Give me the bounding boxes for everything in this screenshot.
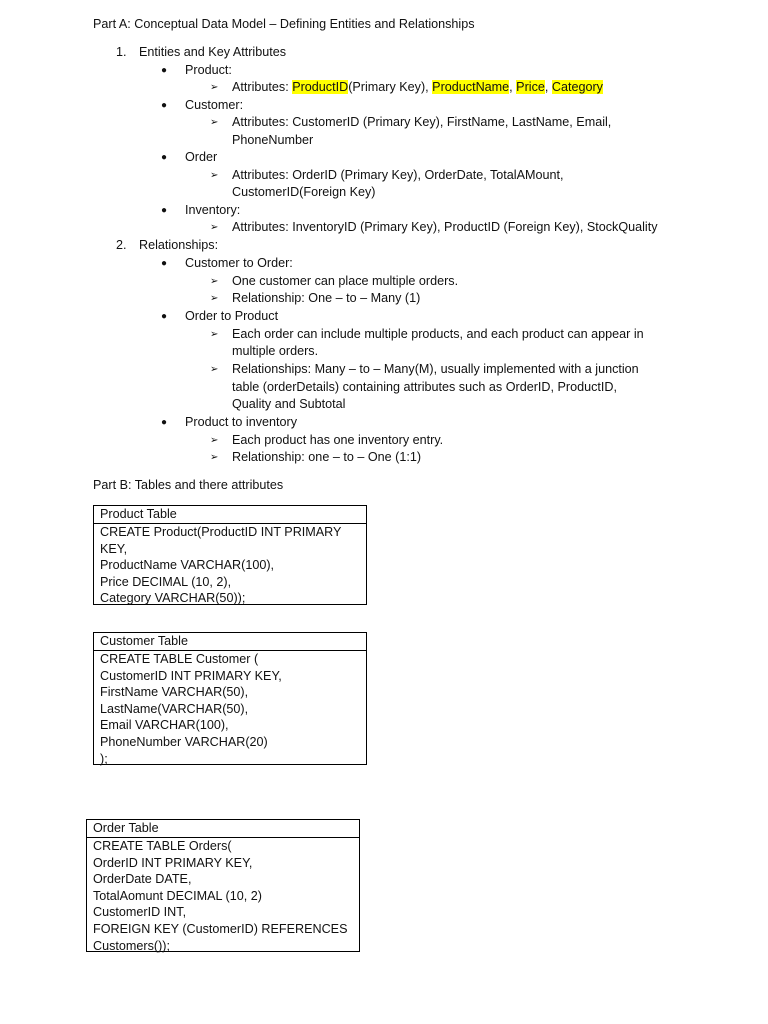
part-b-title: Part B: Tables and there attributes: [93, 478, 284, 492]
entity-customer-label: Customer:: [185, 98, 244, 112]
customer-order-line1: One customer can place multiple orders.: [232, 274, 459, 288]
order-product-p1-line1: Each order can include multiple products, and each product can appear in: [232, 327, 644, 341]
bullet-icon: ●: [161, 417, 168, 428]
arrow-bullet-icon: ➢: [210, 293, 219, 304]
productid-note: (Primary Key),: [348, 80, 433, 94]
bullet-icon: ●: [161, 152, 168, 163]
order-table-box: [86, 819, 360, 952]
order-product-p1-line2: multiple orders.: [232, 344, 319, 358]
highlight-productname: ProductName: [432, 80, 510, 94]
attributes-prefix: Attributes:: [232, 80, 293, 94]
product-table-box: [93, 505, 367, 605]
arrow-bullet-icon: ➢: [210, 82, 219, 93]
customer-attributes-line1: Attributes: CustomerID (Primary Key), FirstName, LastName, Email,: [232, 115, 612, 129]
relationship-customer-order-label: Customer to Order:: [185, 256, 293, 270]
arrow-bullet-icon: ➢: [210, 117, 219, 128]
bullet-icon: ●: [161, 65, 168, 76]
inventory-attributes: Attributes: InventoryID (Primary Key), ProductID (Foreign Key), StockQuality: [232, 220, 658, 234]
part-a-title: Part A: Conceptual Data Model – Defining Entities and Relationships: [93, 17, 475, 31]
section-1-number: 1.: [116, 45, 127, 59]
relationship-order-product-label: Order to Product: [185, 309, 279, 323]
order-attributes-line2: CustomerID(Foreign Key): [232, 185, 376, 199]
separator: ,: [544, 80, 552, 94]
product-inventory-line2: Relationship: one – to – One (1:1): [232, 450, 422, 464]
product-attributes: [232, 79, 603, 97]
arrow-bullet-icon: ➢: [210, 329, 219, 340]
order-attributes-line1: Attributes: OrderID (Primary Key), OrderDate, TotalAMount,: [232, 168, 564, 182]
arrow-bullet-icon: ➢: [210, 435, 219, 446]
section-2-title: Relationships:: [139, 238, 219, 252]
arrow-bullet-icon: ➢: [210, 452, 219, 463]
order-product-p2-line3: Quality and Subtotal: [232, 397, 346, 411]
customer-table-header: Customer Table: [94, 633, 366, 651]
highlight-category: Category: [551, 80, 603, 94]
arrow-bullet-icon: ➢: [210, 276, 219, 287]
order-table-header: Order Table: [87, 820, 359, 838]
arrow-bullet-icon: ➢: [210, 170, 219, 181]
arrow-bullet-icon: ➢: [210, 222, 219, 233]
separator: ,: [509, 80, 517, 94]
product-table-header: Product Table: [94, 506, 366, 524]
entity-product-label: Product:: [185, 63, 232, 77]
product-inventory-line1: Each product has one inventory entry.: [232, 433, 444, 447]
order-product-p2-line1: Relationships: Many – to – Many(M), usually implemented with a junction: [232, 362, 639, 376]
customer-attributes-line2: PhoneNumber: [232, 133, 314, 147]
section-2-number: 2.: [116, 238, 127, 252]
relationship-product-inventory-label: Product to inventory: [185, 415, 298, 429]
order-product-p2-line2: table (orderDetails) containing attributes such as OrderID, ProductID,: [232, 380, 617, 394]
customer-table-box: [93, 632, 367, 765]
section-1-title: Entities and Key Attributes: [139, 45, 287, 59]
bullet-icon: ●: [161, 311, 168, 322]
bullet-icon: ●: [161, 100, 168, 111]
arrow-bullet-icon: ➢: [210, 364, 219, 375]
order-table-sql: CREATE TABLE Orders( OrderID INT PRIMARY KEY, OrderDate DATE, TotalAomunt DECIMAL (10, 2) CustomerID INT, FOREIGN KEY (CustomerID) REFERENCES Customers());: [93, 839, 348, 953]
bullet-icon: ●: [161, 205, 168, 216]
bullet-icon: ●: [161, 258, 168, 269]
entity-order-label: Order: [185, 150, 218, 164]
customer-table-sql: CREATE TABLE Customer ( CustomerID INT PRIMARY KEY, FirstName VARCHAR(50), LastName(VARCHAR(50), Email VARCHAR(100), PhoneNumber VARCHAR(20) );: [100, 652, 282, 766]
highlight-price: Price: [516, 80, 545, 94]
entity-inventory-label: Inventory:: [185, 203, 241, 217]
customer-order-line2: Relationship: One – to – Many (1): [232, 291, 421, 305]
product-table-sql: CREATE Product(ProductID INT PRIMARY KEY, ProductName VARCHAR(100), Price DECIMAL (10, 2), Category VARCHAR(50));: [100, 525, 342, 606]
highlight-productid: ProductID: [292, 80, 349, 94]
